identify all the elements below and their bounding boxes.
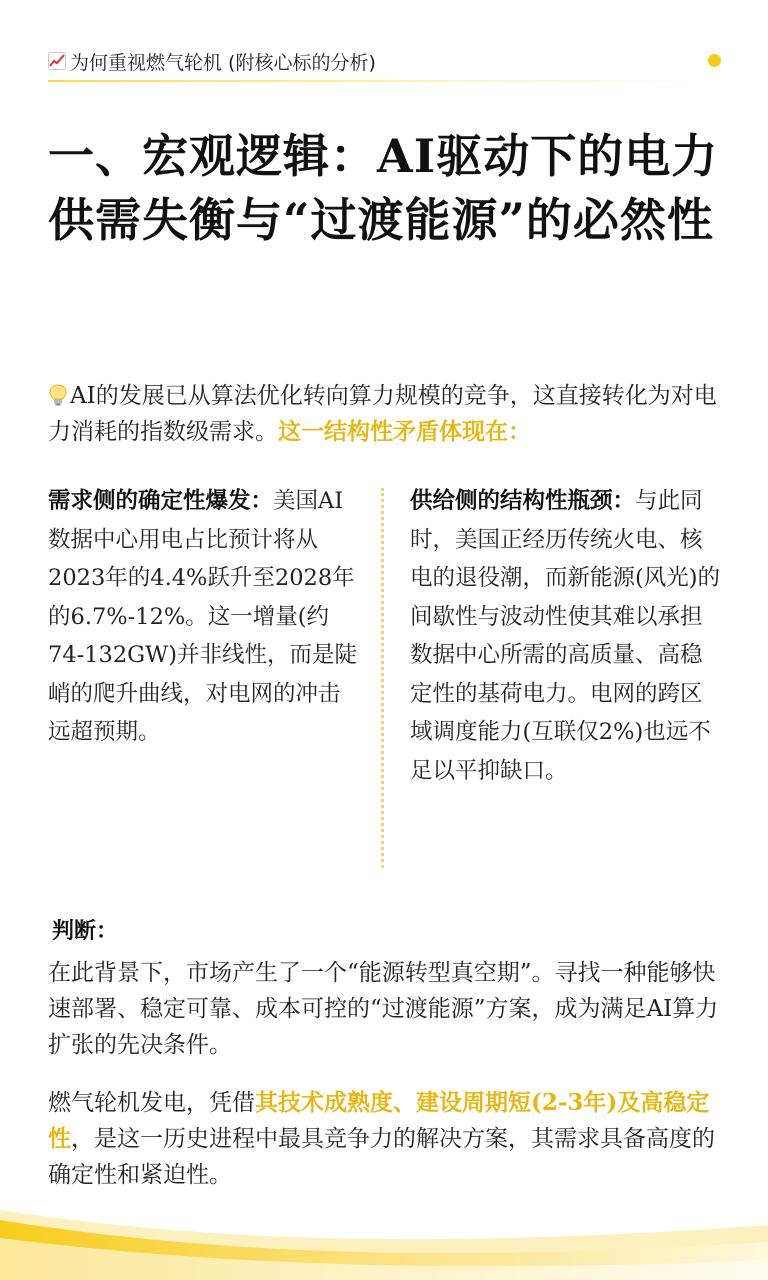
- light-bulb-icon: [48, 381, 68, 403]
- page-header: [48, 44, 720, 78]
- intro-highlight: 这一结构性矛盾体现在：: [278, 418, 531, 445]
- conclusion-paragraph: [48, 1085, 728, 1193]
- column-divider: [381, 488, 384, 868]
- chart-increasing-icon: [48, 52, 66, 70]
- intro-text: AI的发展已从算法优化转向算力规模的竞争，这直接转化为对电力消耗的指数级需求。: [48, 383, 717, 445]
- judgement-label: 判断：: [52, 918, 119, 944]
- section-title: 一、宏观逻辑：AI驱动下的电力供需失衡与“过渡能源”的必然性: [48, 129, 719, 247]
- intro-paragraph: [48, 378, 728, 450]
- conclusion-highlight: 其技术成熟度、建设周期短(2-3年)及高稳定性: [48, 1089, 710, 1152]
- conclusion-post: ，是这一历史进程中最具竞争力的解决方案，其需求具备高度的确定性和紧迫性。: [48, 1126, 715, 1188]
- header-divider: [48, 80, 720, 82]
- conclusion-pre: 燃气轮机发电，凭借: [48, 1090, 255, 1116]
- decorative-wave: [0, 1180, 768, 1280]
- header-title: 为何重视燃气轮机 (附核心标的分析): [70, 51, 376, 74]
- supply-body: 与此同时，美国正经历传统火电、核电的退役潮，而新能源(风光)的间歇性与波动性使其难以承担数据中心所需的高质量、高稳定性的基荷电力。电网的跨区域调度能力(互联仅2%)也远不足以平抑缺口。: [410, 488, 721, 784]
- demand-body: 美国AI数据中心用电占比预计将从2023年的4.4%跃升至2028年的6.7%-12%。这一增量(约74-132GW)并非线性，而是陡峭的爬升曲线，对电网的冲击远超预期。: [48, 488, 358, 745]
- demand-column: [48, 482, 360, 752]
- judgement-text: 在此背景下，市场产生了一个“能源转型真空期”。寻找一种能够快速部署、稳定可靠、成本可控的“过渡能源”方案，成为满足AI算力扩张的先决条件。: [48, 960, 719, 1058]
- header-dot: [708, 54, 721, 67]
- supply-heading: 供给侧的结构性瓶颈：: [410, 488, 636, 514]
- demand-heading: 需求侧的确定性爆发：: [48, 488, 274, 514]
- supply-column: [410, 482, 722, 790]
